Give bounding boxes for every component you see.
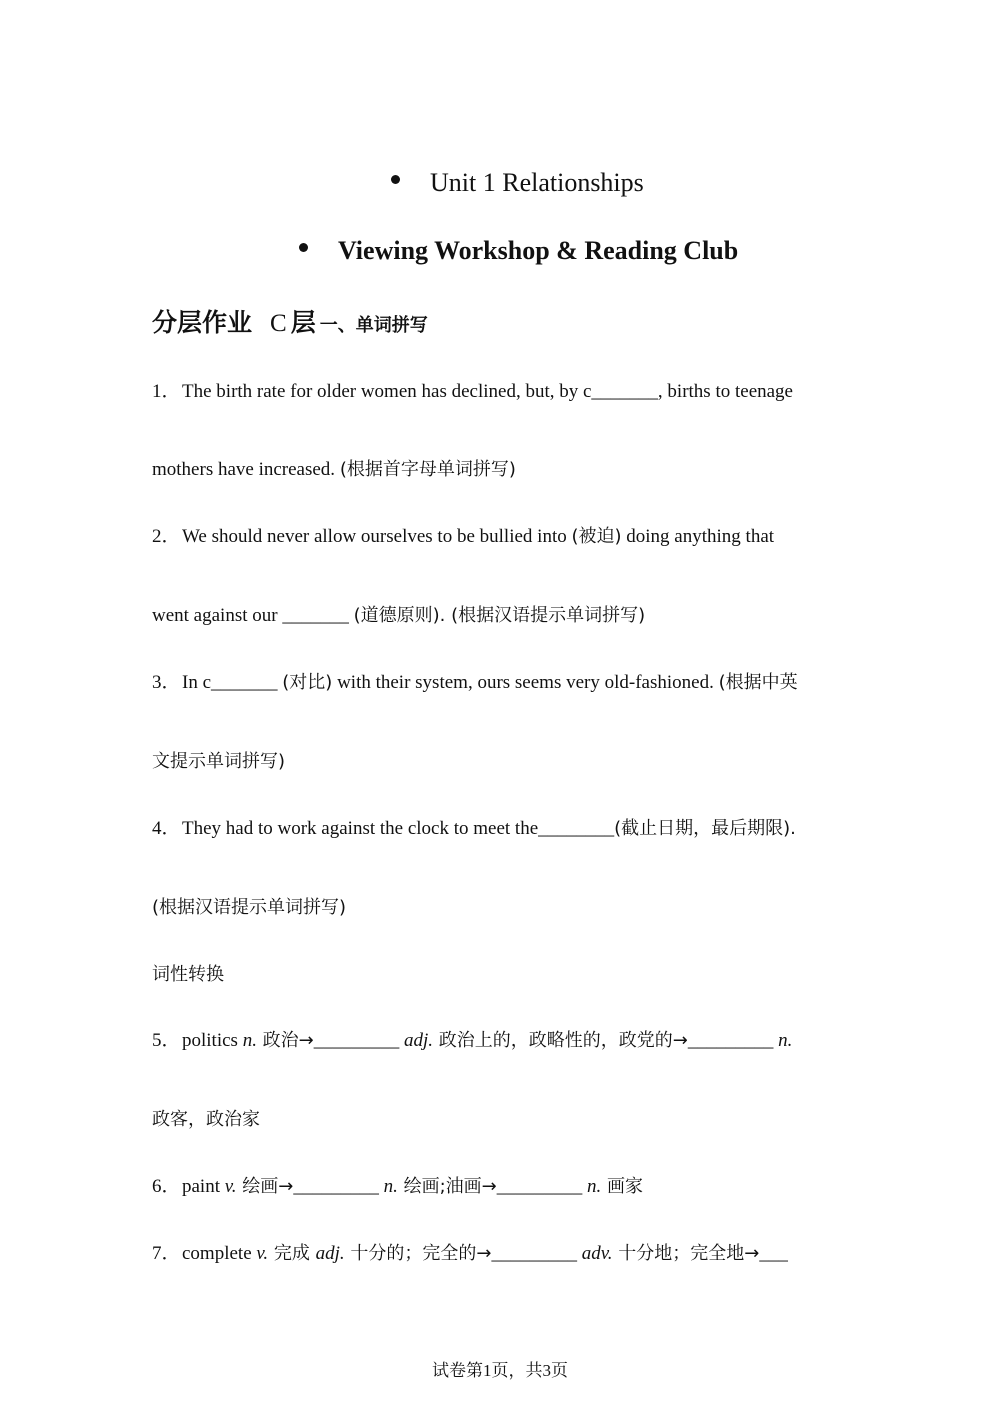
question-hint: 十分的；完全的→ bbox=[344, 1243, 492, 1264]
question-hint: 画家 bbox=[601, 1176, 643, 1197]
part-of-speech: n. bbox=[778, 1030, 793, 1051]
question-text: with their system, ours seems very old-fashioned. bbox=[332, 672, 719, 693]
question-text: doing anything that bbox=[621, 526, 775, 547]
question-7-line-1 bbox=[152, 1242, 788, 1266]
part-of-speech: adj. bbox=[404, 1030, 434, 1051]
question-number: 5． bbox=[152, 1030, 181, 1051]
bullet-icon bbox=[391, 175, 400, 184]
question-hint: 绘画;油画→ bbox=[397, 1176, 497, 1197]
question-text: complete bbox=[182, 1243, 257, 1264]
answer-blank: _________ bbox=[293, 1176, 384, 1197]
question-hint: 完成 bbox=[268, 1243, 316, 1264]
question-2-line-2 bbox=[152, 604, 645, 628]
part-of-speech: adv. bbox=[581, 1243, 613, 1264]
question-1-line-2 bbox=[152, 458, 516, 482]
heading-part: 一、单词拼写 bbox=[319, 315, 428, 336]
question-text: The birth rate for older women has declined, but, by c_______, births to teenage bbox=[182, 381, 793, 402]
question-number: 2． bbox=[152, 526, 181, 547]
question-number: 1． bbox=[152, 381, 181, 402]
heading-layer: 层 bbox=[290, 308, 316, 337]
question-3-line-2 bbox=[152, 750, 285, 774]
question-4-line-2 bbox=[152, 896, 346, 920]
question-hint: 政治→ bbox=[256, 1030, 314, 1051]
page-number-label: 试卷第1页，共3页 bbox=[432, 1361, 568, 1380]
question-hint: 十分地；完全地→ bbox=[612, 1243, 760, 1264]
question-text: In c_______ bbox=[182, 672, 283, 693]
question-text: paint bbox=[182, 1176, 225, 1197]
section-title bbox=[299, 236, 738, 266]
answer-blank: _________ bbox=[496, 1176, 587, 1197]
pos-heading bbox=[152, 963, 224, 987]
question-4-line-1 bbox=[152, 817, 796, 841]
homework-heading bbox=[152, 303, 428, 339]
question-text: politics bbox=[182, 1030, 243, 1051]
question-number: 3． bbox=[152, 672, 181, 693]
question-1-line-1 bbox=[152, 380, 793, 404]
question-hint: (截止日期，最后期限). bbox=[614, 818, 796, 839]
question-hint: (根据中英 bbox=[718, 672, 798, 693]
question-hint: (根据首字母单词拼写) bbox=[339, 459, 516, 480]
question-2-line-1 bbox=[152, 525, 774, 549]
answer-blank: _________ bbox=[687, 1030, 779, 1051]
bullet-icon bbox=[299, 243, 308, 252]
question-number: 4． bbox=[152, 818, 181, 839]
heading-level: C bbox=[270, 310, 287, 337]
question-hint: 政治上的，政略性的，政党的→ bbox=[433, 1030, 688, 1051]
part-of-speech: n. bbox=[242, 1030, 257, 1051]
question-5-line-1 bbox=[152, 1029, 792, 1053]
page-footer bbox=[0, 1356, 1000, 1381]
question-hint: (根据汉语提示单词拼写) bbox=[152, 897, 347, 918]
part-of-speech: v. bbox=[224, 1176, 237, 1197]
question-number: 6． bbox=[152, 1176, 181, 1197]
part-of-speech: adj. bbox=[315, 1243, 345, 1264]
question-text: They had to work against the clock to meet the________ bbox=[182, 818, 615, 839]
question-hint: 政客，政治家 bbox=[152, 1109, 260, 1130]
question-3-line-1 bbox=[152, 671, 798, 695]
question-hint: 绘画→ bbox=[236, 1176, 294, 1197]
pos-heading-text: 词性转换 bbox=[152, 964, 224, 985]
question-text: We should never allow ourselves to be bullied into bbox=[182, 526, 572, 547]
unit-title-text: Unit 1 Relationships bbox=[430, 168, 644, 197]
question-5-line-2 bbox=[152, 1108, 260, 1132]
question-hint: 文提示单词拼写) bbox=[152, 751, 286, 772]
answer-blank: _________ bbox=[313, 1030, 405, 1051]
part-of-speech: n. bbox=[383, 1176, 398, 1197]
question-hint: (对比) bbox=[282, 672, 333, 693]
question-text: mothers have increased. bbox=[152, 459, 340, 480]
question-number: 7． bbox=[152, 1243, 181, 1264]
question-text: went against our _______ bbox=[152, 605, 354, 626]
unit-title bbox=[391, 168, 644, 198]
part-of-speech: n. bbox=[586, 1176, 602, 1197]
part-of-speech: v. bbox=[256, 1243, 269, 1264]
section-title-text: Viewing Workshop & Reading Club bbox=[338, 236, 739, 265]
heading-cn: 分层作业 bbox=[152, 308, 253, 337]
answer-blank: _________ bbox=[491, 1243, 582, 1264]
question-hint: (道德原则). (根据汉语提示单词拼写) bbox=[353, 605, 646, 626]
question-6-line-1 bbox=[152, 1175, 643, 1199]
question-hint: (被迫) bbox=[571, 526, 622, 547]
answer-blank: ___ bbox=[759, 1243, 788, 1264]
